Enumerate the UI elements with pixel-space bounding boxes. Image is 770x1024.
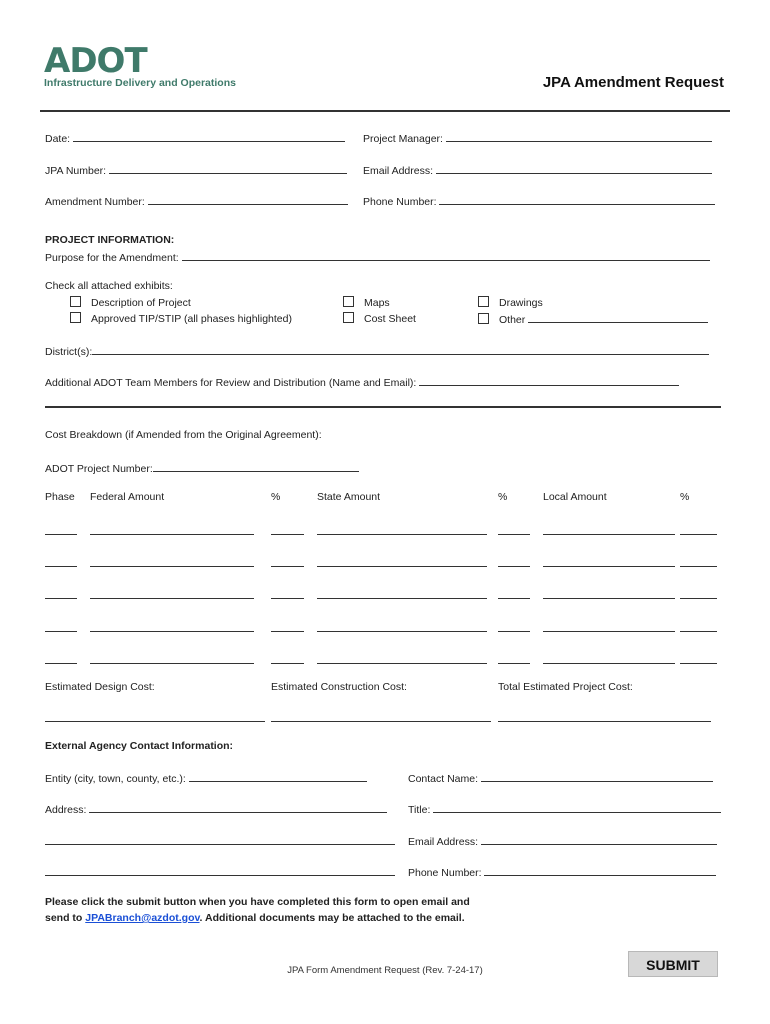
additional-team-label: Additional ADOT Team Members for Review and Distribution (Name and Email): <box>45 377 417 389</box>
cost-state-line[interactable] <box>317 556 487 567</box>
cost-state-pct-line[interactable] <box>498 524 530 535</box>
additional-team-line-2[interactable] <box>45 397 721 408</box>
contact-name-label: Contact Name: <box>408 773 479 785</box>
col-state: State Amount <box>317 491 381 503</box>
page-title: JPA Amendment Request <box>542 74 724 91</box>
exhibit-drawings-label: Drawings <box>499 297 543 309</box>
project-info-heading: PROJECT INFORMATION: <box>45 234 175 246</box>
exhibit-approved-tip[interactable] <box>70 312 292 325</box>
exhibit-other-line[interactable] <box>528 312 708 323</box>
phone-number-line[interactable] <box>439 194 715 205</box>
col-local: Local Amount <box>543 491 607 503</box>
estimated-design-line[interactable] <box>45 711 265 722</box>
external-phone-field[interactable] <box>408 865 716 879</box>
entity-label: Entity (city, town, county, etc.): <box>45 773 186 785</box>
cost-federal-pct-line[interactable] <box>271 524 304 535</box>
cost-local-line[interactable] <box>543 556 675 567</box>
address-line-2[interactable] <box>45 834 395 845</box>
amendment-number-field[interactable] <box>45 194 348 208</box>
purpose-label: Purpose for the Amendment: <box>45 252 179 264</box>
exhibit-drawings[interactable] <box>478 296 543 309</box>
checkbox-drawings[interactable] <box>478 296 489 307</box>
amendment-number-line[interactable] <box>148 194 348 205</box>
instructions-prefix: send to <box>45 912 86 924</box>
exhibit-maps[interactable] <box>343 296 390 309</box>
contact-name-field[interactable] <box>408 771 713 785</box>
cost-local-pct-line[interactable] <box>680 588 717 599</box>
exhibit-approved-tip-label: Approved TIP/STIP (all phases highlighted) <box>91 313 292 325</box>
address-field[interactable] <box>45 802 387 816</box>
logo-subtitle: Infrastructure Delivery and Operations <box>44 77 236 89</box>
checkbox-other[interactable] <box>478 313 489 324</box>
exhibit-cost-sheet-label: Cost Sheet <box>364 313 416 325</box>
entity-line[interactable] <box>189 771 367 782</box>
total-estimated-label: Total Estimated Project Cost: <box>498 681 633 693</box>
cost-phase-line[interactable] <box>45 556 77 567</box>
checkbox-approved-tip[interactable] <box>70 312 81 323</box>
checkbox-description[interactable] <box>70 296 81 307</box>
cost-local-line[interactable] <box>543 621 675 632</box>
external-email-line[interactable] <box>481 834 717 845</box>
cost-local-pct-line[interactable] <box>680 621 717 632</box>
email-address-field[interactable] <box>363 163 712 177</box>
col-federal: Federal Amount <box>90 491 165 503</box>
col-pct-2: % <box>498 491 508 503</box>
jpa-number-field[interactable] <box>45 163 347 177</box>
email-address-line[interactable] <box>436 163 712 174</box>
header-divider <box>40 110 730 112</box>
external-email-field[interactable] <box>408 834 717 848</box>
exhibit-other[interactable] <box>478 312 708 326</box>
cost-federal-line[interactable] <box>90 556 254 567</box>
exhibit-description-label: Description of Project <box>91 297 191 309</box>
instructions-suffix: . Additional documents may be attached to the email. <box>199 912 465 924</box>
cost-local-pct-line[interactable] <box>680 653 717 664</box>
form-id: JPA Form Amendment Request (Rev. 7-24-17) <box>287 965 483 976</box>
address-line[interactable] <box>89 802 387 813</box>
cost-federal-line[interactable] <box>90 621 254 632</box>
cost-state-line[interactable] <box>317 524 487 535</box>
cost-phase-line[interactable] <box>45 524 77 535</box>
exhibit-maps-label: Maps <box>364 297 390 309</box>
external-phone-line[interactable] <box>484 865 716 876</box>
external-heading: External Agency Contact Information: <box>45 740 234 752</box>
districts-field[interactable] <box>45 344 709 358</box>
cost-state-pct-line[interactable] <box>498 653 530 664</box>
address-label: Address: <box>45 804 87 816</box>
project-manager-field[interactable] <box>363 131 712 145</box>
col-phase: Phase <box>45 491 75 503</box>
submit-button[interactable]: SUBMIT <box>628 951 718 977</box>
external-email-label: Email Address: <box>408 836 479 848</box>
date-label: Date: <box>45 133 71 145</box>
cost-local-line[interactable] <box>543 524 675 535</box>
cost-state-pct-line[interactable] <box>498 621 530 632</box>
additional-team-field[interactable] <box>45 375 679 389</box>
estimated-construction-line[interactable] <box>271 711 491 722</box>
project-manager-label: Project Manager: <box>363 133 443 145</box>
external-phone-label: Phone Number: <box>408 867 482 879</box>
email-address-label: Email Address: <box>363 165 434 177</box>
total-estimated-line[interactable] <box>498 711 711 722</box>
title-field[interactable] <box>408 802 721 816</box>
cost-local-line[interactable] <box>543 653 675 664</box>
phone-number-field[interactable] <box>363 194 715 208</box>
cost-federal-pct-line[interactable] <box>271 556 304 567</box>
title-label: Title: <box>408 804 431 816</box>
cost-state-pct-line[interactable] <box>498 588 530 599</box>
adot-project-number-field[interactable] <box>45 461 359 475</box>
check-exhibits-label: Check all attached exhibits: <box>45 280 173 292</box>
cost-phase-line[interactable] <box>45 653 77 664</box>
contact-name-line[interactable] <box>481 771 713 782</box>
project-manager-line[interactable] <box>446 131 712 142</box>
checkbox-cost-sheet[interactable] <box>343 312 354 323</box>
cost-state-line[interactable] <box>317 653 487 664</box>
adot-logo-text: ADOT <box>44 41 147 81</box>
additional-team-line[interactable] <box>419 375 679 386</box>
cost-phase-line[interactable] <box>45 588 77 599</box>
adot-project-number-line[interactable] <box>153 461 359 472</box>
estimated-design-label: Estimated Design Cost: <box>45 681 155 693</box>
cost-federal-line[interactable] <box>90 524 254 535</box>
purpose-line[interactable] <box>182 250 710 261</box>
col-pct-3: % <box>680 491 690 503</box>
date-field[interactable] <box>45 131 345 145</box>
cost-local-line[interactable] <box>543 588 675 599</box>
exhibit-description[interactable] <box>70 296 191 309</box>
address-line-3[interactable] <box>45 865 395 876</box>
jpa-branch-email-link[interactable]: JPABranch@azdot.gov <box>85 912 200 924</box>
jpa-number-label: JPA Number: <box>45 165 107 177</box>
amendment-number-label: Amendment Number: <box>45 196 145 208</box>
exhibit-cost-sheet[interactable] <box>343 312 416 325</box>
phone-number-label: Phone Number: <box>363 196 437 208</box>
date-line[interactable] <box>73 131 345 142</box>
estimated-construction-label: Estimated Construction Cost: <box>271 681 407 693</box>
jpa-number-line[interactable] <box>109 163 347 174</box>
districts-line[interactable] <box>92 344 709 355</box>
exhibit-other-label: Other <box>499 314 526 326</box>
cost-local-pct-line[interactable] <box>680 524 717 535</box>
adot-project-number-label: ADOT Project Number: <box>45 463 153 475</box>
cost-local-pct-line[interactable] <box>680 556 717 567</box>
cost-phase-line[interactable] <box>45 621 77 632</box>
cost-state-pct-line[interactable] <box>498 556 530 567</box>
title-line[interactable] <box>433 802 721 813</box>
entity-field[interactable] <box>45 771 367 785</box>
purpose-field[interactable] <box>45 250 710 264</box>
checkbox-maps[interactable] <box>343 296 354 307</box>
cost-state-line[interactable] <box>317 588 487 599</box>
cost-state-line[interactable] <box>317 621 487 632</box>
instructions-line-2 <box>45 912 465 924</box>
col-pct-1: % <box>271 491 281 503</box>
districts-label: District(s): <box>45 346 93 358</box>
cost-heading: Cost Breakdown (if Amended from the Original Agreement): <box>45 429 322 441</box>
instructions-line-1: Please click the submit button when you have completed this form to open email and <box>45 896 470 908</box>
cost-federal-line[interactable] <box>90 588 254 599</box>
cost-federal-pct-line[interactable] <box>271 588 304 599</box>
cost-federal-pct-line[interactable] <box>271 621 304 632</box>
cost-federal-line[interactable] <box>90 653 254 664</box>
cost-federal-pct-line[interactable] <box>271 653 304 664</box>
